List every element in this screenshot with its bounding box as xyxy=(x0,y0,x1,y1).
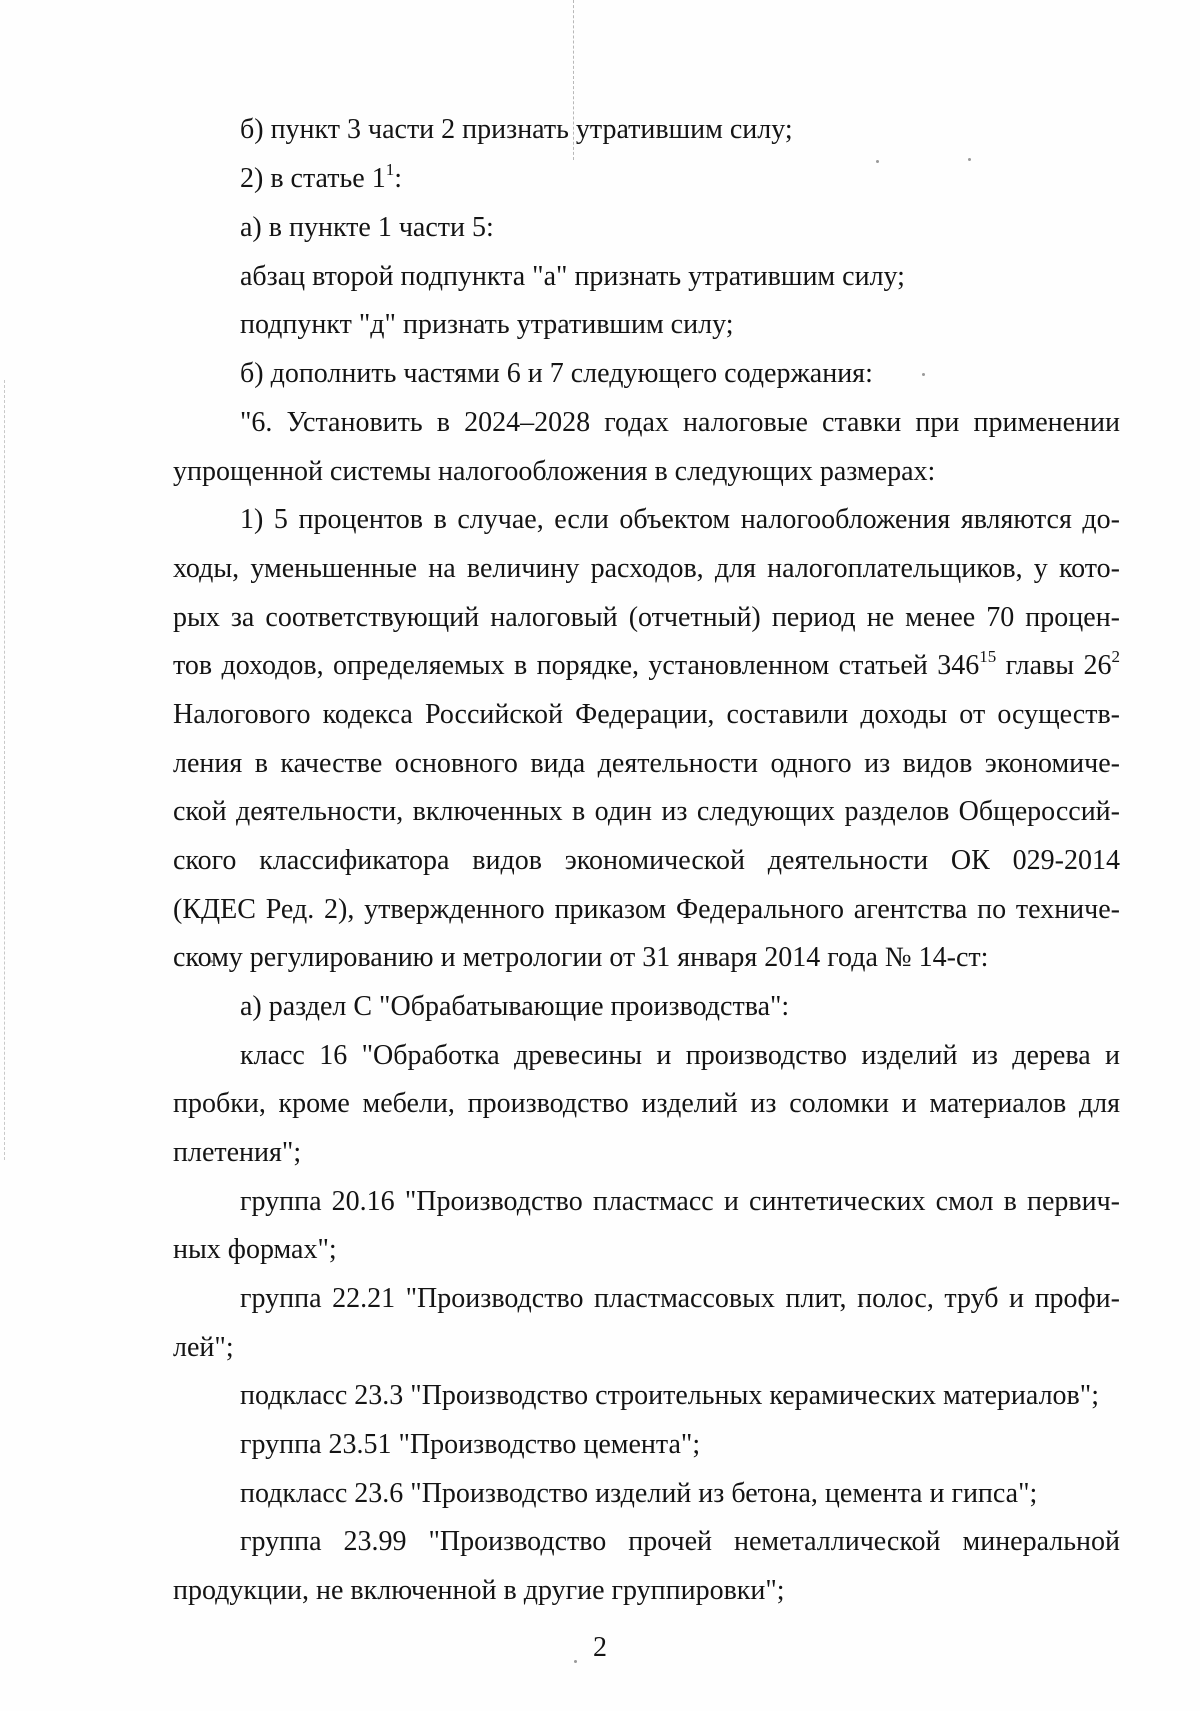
text-line: ского классификатора видов экономической деятельности ОК 029-2014 xyxy=(173,845,1120,876)
text-line: подкласс 23.3 "Производство строительных керамических материалов"; xyxy=(240,1380,1099,1411)
text-line: лей"; xyxy=(173,1332,234,1363)
text-line: рых за соответствующий налоговый (отчетный) период не менее 70 процен- xyxy=(173,602,1120,633)
text-line: продукции, не включенной в другие группировки"; xyxy=(173,1575,785,1606)
text-line: ления в качестве основного вида деятельности одного из видов экономиче- xyxy=(173,748,1120,779)
page-number: 2 xyxy=(593,1632,607,1663)
text-line: "6. Установить в 2024–2028 годах налоговые ставки при применении xyxy=(240,407,1120,438)
text-line-main: тов доходов, определяемых в порядке, установленном статьей 346 xyxy=(173,650,980,681)
text-line: ных формах"; xyxy=(173,1234,337,1265)
chapter-superscript: 2 xyxy=(1111,646,1121,666)
text-line: б) дополнить частями 6 и 7 следующего содержания: xyxy=(240,358,873,389)
text-line: подкласс 23.6 "Производство изделий из бетона, цемента и гипса"; xyxy=(240,1478,1038,1509)
text-line: скому регулированию и метрологии от 31 января 2014 года № 14-ст: xyxy=(173,942,989,973)
text-line: 1) 5 процентов в случае, если объектом налогообложения являются до- xyxy=(240,504,1120,535)
article-superscript: 1 xyxy=(385,159,395,179)
text-line: группа 23.51 "Производство цемента"; xyxy=(240,1429,701,1460)
text-line: (КДЕС Ред. 2), утвержденного приказом Федерального агентства по техниче- xyxy=(173,894,1120,925)
chapter-word: главы 26 xyxy=(1005,650,1112,681)
text-line-article xyxy=(240,159,1120,199)
text-line: группа 23.99 "Производство прочей неметаллической минеральной xyxy=(240,1526,1120,1557)
scan-artifact-left-edge xyxy=(4,380,6,1160)
text-line: а) в пункте 1 части 5: xyxy=(240,212,494,243)
text-line-article-346 xyxy=(173,646,1120,686)
text-line: группа 22.21 "Производство пластмассовых плит, полос, труб и профи- xyxy=(240,1283,1120,1314)
text-line: подпункт "д" признать утратившим силу; xyxy=(240,309,734,340)
text-line: Налогового кодекса Российской Федерации, составили доходы от осуществ- xyxy=(173,699,1120,730)
text-line: упрощенной системы налогообложения в следующих размерах: xyxy=(173,456,936,487)
text-line: ходы, уменьшенные на величину расходов, для налогоплательщиков, у кото- xyxy=(173,553,1120,584)
text-line: плетения"; xyxy=(173,1137,302,1168)
text-line: б) пункт 3 части 2 признать утратившим силу; xyxy=(240,114,793,145)
text-line-main: 2) в статье 1 xyxy=(240,163,386,194)
text-line: пробки, кроме мебели, производство изделий из соломки и материалов для xyxy=(173,1088,1120,1119)
text-line: а) раздел С "Обрабатывающие производства": xyxy=(240,991,790,1022)
text-line: группа 20.16 "Производство пластмасс и синтетических смол в первич- xyxy=(240,1186,1120,1217)
text-line: ской деятельности, включенных в один из следующих разделов Общероссий- xyxy=(173,796,1120,827)
text-line: класс 16 "Обработка древесины и производство изделий из дерева и xyxy=(240,1040,1120,1071)
article-346-superscript: 15 xyxy=(979,646,997,666)
article-colon: : xyxy=(394,163,402,194)
text-line: абзац второй подпункта "а" признать утратившим силу; xyxy=(240,261,905,292)
